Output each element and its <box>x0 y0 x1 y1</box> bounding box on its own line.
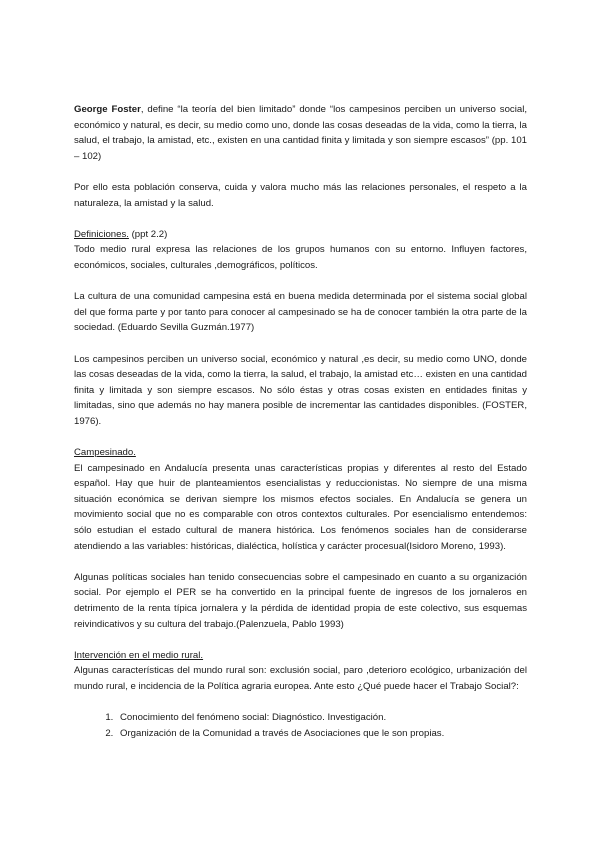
definiciones-paragraph-2: La cultura de una comunidad campesina está en buena medida determinada por el sistema social global del que forma parte y por tanto para conocer al campesinado se ha de conocer también la otra parte de la sociedad. (Eduardo Sevilla Guzmán.1977) <box>74 291 527 334</box>
author-name: George Foster <box>74 104 141 115</box>
campesinado-heading: Campesinado. <box>74 447 136 459</box>
definiciones-paragraph-3: Los campesinos perciben un universo social, económico y natural ,es decir, su medio como UNO, donde las cosas deseadas de la vida, como la tierra, la salud, el trabajo, la amistad etc… existen en una cantidad finita y limitada y son siempre escasos. No sólo éstas y otras cosas existen en entidades finitas y limitadas, sino que además no hay manera posible de incrementar las cantidades disponibles. (FOSTER, 1976). <box>74 353 527 427</box>
definiciones-paragraph-1: Todo medio rural expresa las relaciones de los grupos humanos con su entorno. Influyen factores, económicos, sociales, culturales ,demográficos, políticos. <box>74 244 527 271</box>
intervencion-heading-line <box>74 648 527 664</box>
population-paragraph: Por ello esta población conserva, cuida y valora mucho más las relaciones personales, el respeto a la naturaleza, la amistad y la salud. <box>74 181 527 209</box>
intervencion-paragraph: Algunas características del mundo rural son: exclusión social, paro ,deterioro ecológico, urbanización del mundo rural, e incidencia de la Política agraria europea. Ante esto ¿Qué puede hacer el Trabajo Social?: <box>74 665 527 692</box>
list-item: 1. Conocimiento del fenómeno social: Diagnóstico. Investigación. <box>116 710 527 726</box>
definiciones-heading-line <box>74 227 527 243</box>
intervencion-heading: Intervención en el medio rural. <box>74 649 204 661</box>
campesinado-heading-line <box>74 445 527 461</box>
list-item: 2. Organización de la Comunidad a través de Asociaciones que le son propias. <box>116 726 527 742</box>
intro-text: , define “la teoría del bien limitado” donde “los campesinos perciben un universo social, económico y natural, es decir, su medio como uno, donde las cosas deseadas de la vida, como la tierra, la salud, el trabajo, la amistad, etc., existen en una cantidad finita y limitada y son siempre escasos” (pp. 101 – 102) <box>74 104 527 162</box>
intro-paragraph <box>74 102 527 164</box>
campesinado-paragraph-2: Algunas políticas sociales han tenido consecuencias sobre el campesinado en cuanto a su organización social. Por ejemplo el PER se ha convertido en la principal fuente de ingresos de los jornaleros en detrimento de la renta típica jornalera y la pérdida de identidad propia de este colectivo, sus esquemas reivindicativos y su cultura del trabajo.(Palenzuela, Pablo 1993) <box>74 571 527 630</box>
definiciones-ref: (ppt 2.2) <box>128 228 168 240</box>
intervencion-list <box>74 710 527 741</box>
definiciones-heading: Definiciones. <box>74 228 129 240</box>
campesinado-paragraph-1: El campesinado en Andalucía presenta unas características propias y diferentes al resto del Estado español. Hay que huir de planteamientos esencialistas y reduccionistas. No siempre de una misma situación económica se derivan siempre los mismos efectos sociales. En Andalucía se genera un movimiento social que no es comparable con otros contextos culturales. Por esencialismo entendemos: sólo estudian el estado cultural de manera histórica. Los fenómenos sociales han de considerarse atendiendo a las variables: históricas, dialéctica, holística y carácter procesual(Isidoro Moreno, 1993). <box>74 462 527 552</box>
